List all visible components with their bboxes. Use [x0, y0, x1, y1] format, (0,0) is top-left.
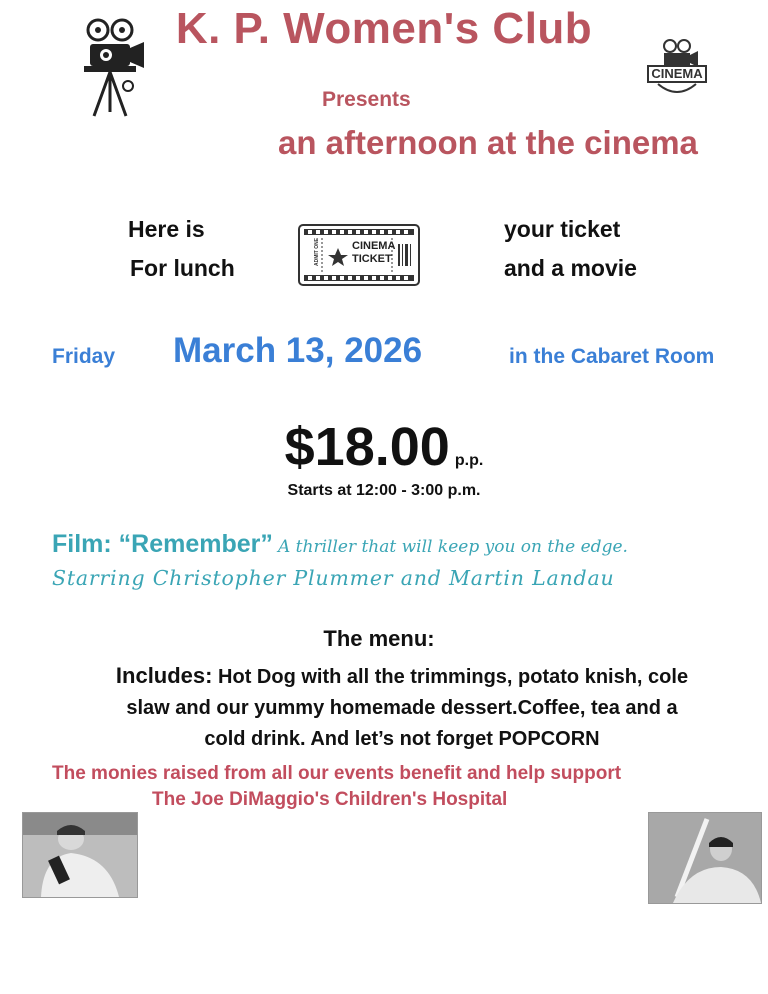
ticket-label-line2: TICKET — [352, 253, 392, 265]
menu-title: The menu: — [323, 626, 435, 651]
price-amount: $18.00 — [284, 417, 450, 477]
benefit-line1: The monies raised from all our events benefit and help support — [52, 763, 622, 784]
event-date: March 13, 2026 — [173, 331, 423, 370]
ticket-label-line1: CINEMA — [352, 240, 396, 252]
badge-text: CINEMA — [651, 66, 703, 81]
baseball-player-photo-left — [22, 812, 138, 898]
ticket-left-line2: For lunch — [130, 255, 235, 281]
film-stars: Starring Christopher Plummer and Martin Landau — [52, 566, 615, 590]
club-title: K. P. Women's Club — [175, 4, 593, 53]
presents-label: Presents — [322, 88, 411, 111]
benefit-hospital: The Joe DiMaggio's Children's Hospital — [152, 789, 508, 810]
film-description: A thriller that will keep you on the edge. — [277, 537, 628, 557]
price-block — [0, 416, 768, 478]
menu-lead: Includes: — [115, 663, 213, 688]
menu-line1-text: Hot Dog with all the trimmings, potato knish, cole — [218, 666, 689, 688]
menu-line-3: cold drink. And let’s not forget POPCORN — [204, 728, 600, 750]
cinema-ticket-icon — [298, 224, 420, 286]
baseball-player-photo-right — [648, 812, 762, 904]
film-line — [52, 530, 628, 559]
film-label: Film: “Remember” — [52, 530, 273, 558]
ticket-right-line2: and a movie — [504, 255, 637, 281]
event-day: Friday — [52, 345, 116, 368]
ticket-left-line1: Here is — [128, 216, 205, 242]
menu-line-2: slaw and our yummy homemade dessert.Coffee, tea and a — [126, 697, 678, 719]
menu-line-1 — [52, 660, 752, 693]
ticket-side-text: ADMIT ONE — [314, 237, 320, 267]
ticket-right-line1: your ticket — [504, 216, 621, 242]
event-times: Starts at 12:00 - 3:00 p.m. — [287, 482, 481, 499]
event-subtitle: an afternoon at the cinema — [278, 124, 698, 161]
menu-body — [52, 660, 752, 755]
price-unit: p.p. — [454, 452, 484, 469]
event-location: in the Cabaret Room — [509, 345, 715, 368]
